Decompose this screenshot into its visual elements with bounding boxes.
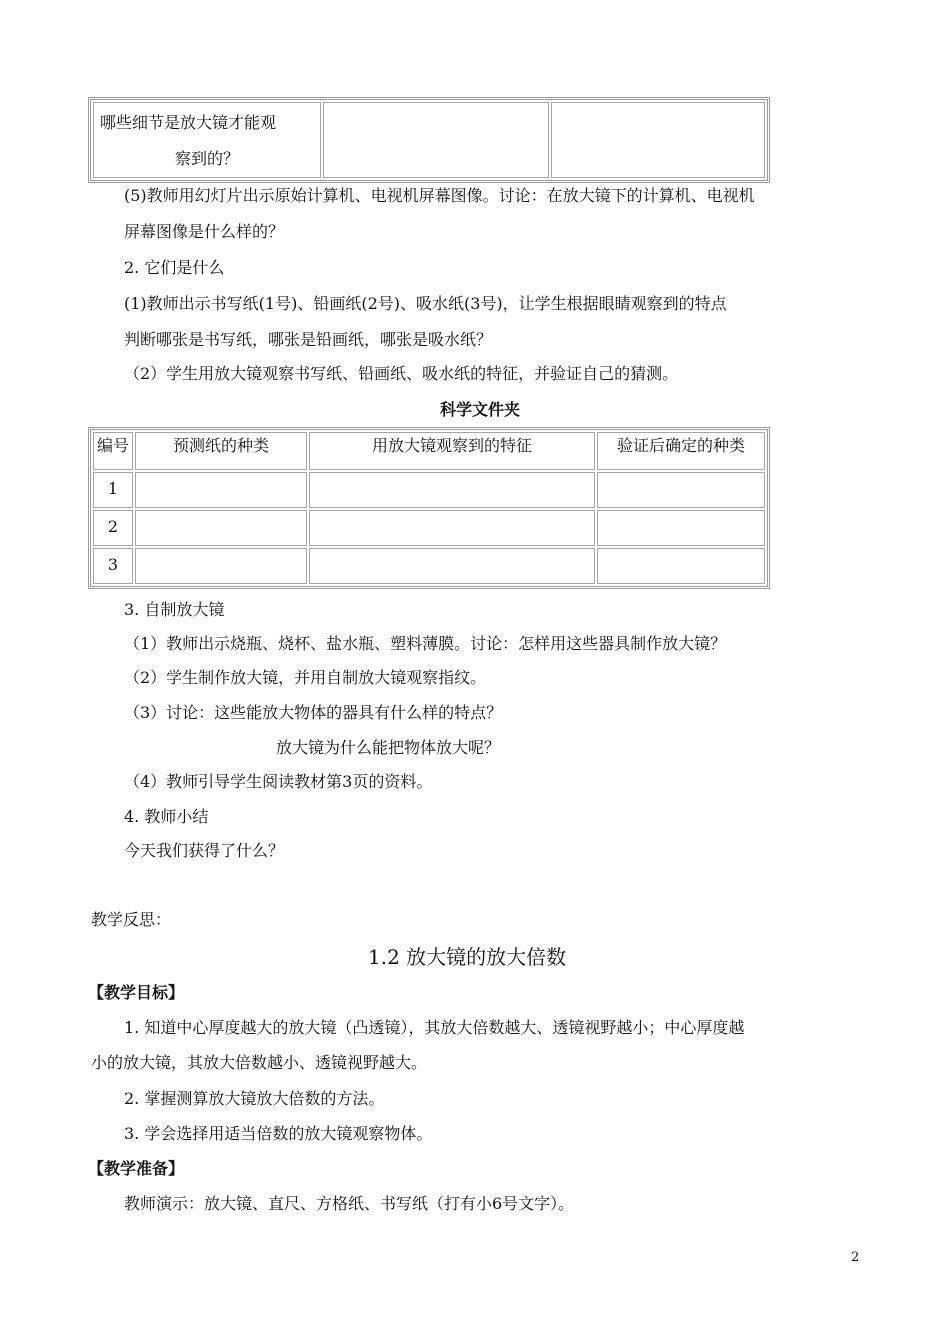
cell-text-line: 哪些细节是放大镜才能观 xyxy=(100,113,277,132)
paragraph: （2）学生用放大镜观察书写纸、铅画纸、吸水纸的特征，并验证自己的猜测。 xyxy=(124,364,679,383)
table-header-cell: 验证后确定的种类 xyxy=(597,432,765,470)
table-header-cell: 预测纸的种类 xyxy=(135,432,307,470)
paragraph: 屏幕图像是什么样的？ xyxy=(124,222,285,241)
table-cell xyxy=(309,472,595,508)
table-cell xyxy=(597,472,765,508)
reflection-label: 教学反思： xyxy=(91,910,172,929)
table-cell xyxy=(323,102,549,178)
goal-item: 3. 学会选择用适当倍数的放大镜观察物体。 xyxy=(124,1124,433,1143)
section-heading: 3. 自制放大镜 xyxy=(124,600,225,619)
cell-text-line: 察到的？ xyxy=(174,149,239,168)
prep-heading: 【教学准备】 xyxy=(88,1159,185,1178)
paragraph: 今天我们获得了什么？ xyxy=(124,841,285,860)
paragraph: (1)教师出示书写纸(1号)、铅画纸(2号)、吸水纸(3号)，让学生根据眼睛观察到的特点 xyxy=(124,294,727,313)
paragraph: （3）讨论：这些能放大物体的器具有什么样的特点？ xyxy=(124,703,503,722)
table-cell xyxy=(135,472,307,508)
table-title: 科学文件夹 xyxy=(440,400,521,419)
table-header-cell: 用放大镜观察到的特征 xyxy=(309,432,595,470)
goal-item: 1. 知道中心厚度越大的放大镜（凸透镜），其放大倍数越大、透镜视野越小；中心厚度越 xyxy=(124,1018,745,1037)
section-heading: 2. 它们是什么 xyxy=(124,258,225,277)
table-cell xyxy=(309,548,595,584)
goal-item: 小的放大镜，其放大倍数越小、透镜视野越大。 xyxy=(91,1053,428,1072)
table-cell xyxy=(135,510,307,546)
goal-item: 2. 掌握测算放大镜放大倍数的方法。 xyxy=(124,1089,385,1108)
science-folder-table xyxy=(88,427,770,589)
paragraph: （1）教师出示烧瓶、烧杯、盐水瓶、塑料薄膜。讨论：怎样用这些器具制作放大镜？ xyxy=(124,634,727,653)
lesson-title: 1.2 放大镜的放大倍数 xyxy=(368,945,567,969)
table-cell xyxy=(93,102,321,178)
table-cell xyxy=(597,510,765,546)
table-cell xyxy=(551,102,765,178)
section-heading: 4. 教师小结 xyxy=(124,807,209,826)
goals-heading: 【教学目标】 xyxy=(88,983,185,1002)
table-cell xyxy=(309,510,595,546)
paragraph: 判断哪张是书写纸，哪张是铅画纸，哪张是吸水纸？ xyxy=(124,330,493,349)
table-row-number: 2 xyxy=(93,510,133,546)
paragraph: 放大镜为什么能把物体放大呢？ xyxy=(276,738,501,757)
paragraph: （2）学生制作放大镜，并用自制放大镜观察指纹。 xyxy=(124,668,487,687)
paragraph: （4）教师引导学生阅读教材第3页的资料。 xyxy=(124,772,433,791)
prep-item: 教师演示：放大镜、直尺、方格纸、书写纸（打有小6号文字）。 xyxy=(124,1194,575,1213)
table-cell xyxy=(597,548,765,584)
observation-table xyxy=(88,97,770,183)
paragraph: (5)教师用幻灯片出示原始计算机、电视机屏幕图像。讨论：在放大镜下的计算机、电视机 xyxy=(124,186,755,205)
table-row-number: 1 xyxy=(93,472,133,508)
table-header-cell: 编号 xyxy=(93,432,133,470)
table-cell xyxy=(135,548,307,584)
page-number: 2 xyxy=(851,1250,860,1265)
table-row-number: 3 xyxy=(93,548,133,584)
